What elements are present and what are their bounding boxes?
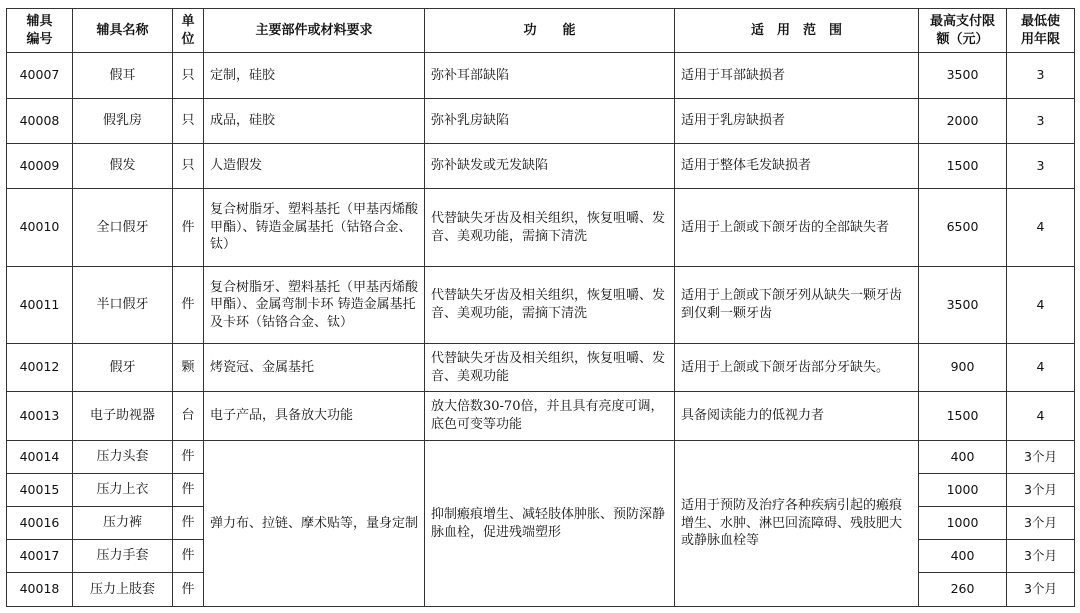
row-code: 40009 (7, 144, 73, 189)
row-max-pay: 3500 (919, 53, 1007, 99)
assistive-device-table-sheet (6, 8, 1074, 606)
row-function: 代替缺失牙齿及相关组织，恢复咀嚼、发音、美观功能，需摘下清洗 (425, 267, 675, 344)
row-name: 全口假牙 (73, 189, 173, 267)
header-max-pay: 最高支付限 额（元） (919, 9, 1007, 53)
row-function: 放大倍数30-70倍，并且具有亮度可调，底色可变等功能 (425, 392, 675, 441)
row-code: 40008 (7, 99, 73, 144)
row-function: 代替缺失牙齿及相关组织，恢复咀嚼、发音、美观功能 (425, 344, 675, 392)
row-scope: 适用于上颌或下颌牙齿部分牙缺失。 (675, 344, 919, 392)
row-code: 40011 (7, 267, 73, 344)
row-unit: 只 (173, 144, 204, 189)
row-min-years: 3个月 (1007, 573, 1075, 607)
row-min-years: 3 (1007, 99, 1075, 144)
row-unit: 颗 (173, 344, 204, 392)
row-min-years: 3个月 (1007, 441, 1075, 474)
row-min-years: 4 (1007, 189, 1075, 267)
row-max-pay: 400 (919, 540, 1007, 573)
row-min-years: 4 (1007, 392, 1075, 441)
row-code: 40012 (7, 344, 73, 392)
row-unit: 件 (173, 441, 204, 474)
row-code: 40015 (7, 474, 73, 507)
row-name: 压力裤 (73, 507, 173, 540)
row-name: 压力上肢套 (73, 573, 173, 607)
table-row (7, 441, 1075, 474)
row-code: 40010 (7, 189, 73, 267)
row-name: 半口假牙 (73, 267, 173, 344)
row-function: 代替缺失牙齿及相关组织，恢复咀嚼、发音、美观功能，需摘下清洗 (425, 189, 675, 267)
row-max-pay: 3500 (919, 267, 1007, 344)
row-scope: 适用于耳部缺损者 (675, 53, 919, 99)
row-name: 压力手套 (73, 540, 173, 573)
row-scope: 适用于整体毛发缺损者 (675, 144, 919, 189)
row-max-pay: 1000 (919, 507, 1007, 540)
header-parts: 主要部件或材料要求 (204, 9, 425, 53)
row-code: 40007 (7, 53, 73, 99)
header-row (7, 9, 1075, 53)
row-function: 弥补缺发或无发缺陷 (425, 144, 675, 189)
row-min-years: 3 (1007, 53, 1075, 99)
header-function: 功 能 (425, 9, 675, 53)
table-row (7, 144, 1075, 189)
row-code: 40016 (7, 507, 73, 540)
row-unit: 件 (173, 507, 204, 540)
row-scope: 适用于上颌或下颌牙齿的全部缺失者 (675, 189, 919, 267)
row-parts: 电子产品，具备放大功能 (204, 392, 425, 441)
row-unit: 台 (173, 392, 204, 441)
row-parts: 成品，硅胶 (204, 99, 425, 144)
row-min-years: 3 (1007, 144, 1075, 189)
row-unit: 只 (173, 99, 204, 144)
pressure-group-scope: 适用于预防及治疗各种疾病引起的瘢痕增生、水肿、淋巴回流障碍、残肢肥大或静脉血栓等 (675, 441, 919, 607)
table-row (7, 344, 1075, 392)
row-name: 假乳房 (73, 99, 173, 144)
row-min-years: 3个月 (1007, 474, 1075, 507)
row-unit: 件 (173, 474, 204, 507)
table-row (7, 189, 1075, 267)
row-parts: 复合树脂牙、塑料基托（甲基丙烯酸甲酯）、金属弯制卡环 铸造金属基托及卡环（钴铬合金、钛） (204, 267, 425, 344)
row-code: 40014 (7, 441, 73, 474)
row-min-years: 4 (1007, 344, 1075, 392)
row-name: 假牙 (73, 344, 173, 392)
row-max-pay: 6500 (919, 189, 1007, 267)
row-min-years: 3个月 (1007, 507, 1075, 540)
row-max-pay: 2000 (919, 99, 1007, 144)
row-unit: 件 (173, 540, 204, 573)
row-unit: 只 (173, 53, 204, 99)
table-row (7, 99, 1075, 144)
row-name: 电子助视器 (73, 392, 173, 441)
table-row (7, 392, 1075, 441)
row-scope: 具备阅读能力的低视力者 (675, 392, 919, 441)
row-scope: 适用于乳房缺损者 (675, 99, 919, 144)
row-max-pay: 1500 (919, 144, 1007, 189)
row-unit: 件 (173, 189, 204, 267)
row-unit: 件 (173, 573, 204, 607)
row-parts: 人造假发 (204, 144, 425, 189)
header-unit: 单 位 (173, 9, 204, 53)
row-code: 40017 (7, 540, 73, 573)
row-min-years: 4 (1007, 267, 1075, 344)
row-parts: 烤瓷冠、金属基托 (204, 344, 425, 392)
table-row (7, 53, 1075, 99)
row-function: 弥补乳房缺陷 (425, 99, 675, 144)
pressure-group-parts: 弹力布、拉链、摩术贴等，量身定制 (204, 441, 425, 607)
header-scope: 适 用 范 围 (675, 9, 919, 53)
header-min-years: 最低使 用年限 (1007, 9, 1075, 53)
row-name: 假发 (73, 144, 173, 189)
row-unit: 件 (173, 267, 204, 344)
row-max-pay: 1000 (919, 474, 1007, 507)
row-name: 假耳 (73, 53, 173, 99)
row-max-pay: 900 (919, 344, 1007, 392)
row-name: 压力头套 (73, 441, 173, 474)
row-parts: 复合树脂牙、塑料基托（甲基丙烯酸甲酯）、铸造金属基托（钴铬合金、钛） (204, 189, 425, 267)
header-code: 辅具 编号 (7, 9, 73, 53)
row-max-pay: 260 (919, 573, 1007, 607)
row-max-pay: 1500 (919, 392, 1007, 441)
header-name: 辅具名称 (73, 9, 173, 53)
row-max-pay: 400 (919, 441, 1007, 474)
row-code: 40013 (7, 392, 73, 441)
row-function: 弥补耳部缺陷 (425, 53, 675, 99)
row-parts: 定制，硅胶 (204, 53, 425, 99)
row-scope: 适用于上颌或下颌牙列从缺失一颗牙齿到仅剩一颗牙齿 (675, 267, 919, 344)
row-min-years: 3个月 (1007, 540, 1075, 573)
row-code: 40018 (7, 573, 73, 607)
pressure-group-function: 抑制瘢痕增生、减轻肢体肿胀、预防深静脉血栓，促进残端塑形 (425, 441, 675, 607)
table-row (7, 267, 1075, 344)
assistive-device-table (6, 8, 1075, 607)
row-name: 压力上衣 (73, 474, 173, 507)
